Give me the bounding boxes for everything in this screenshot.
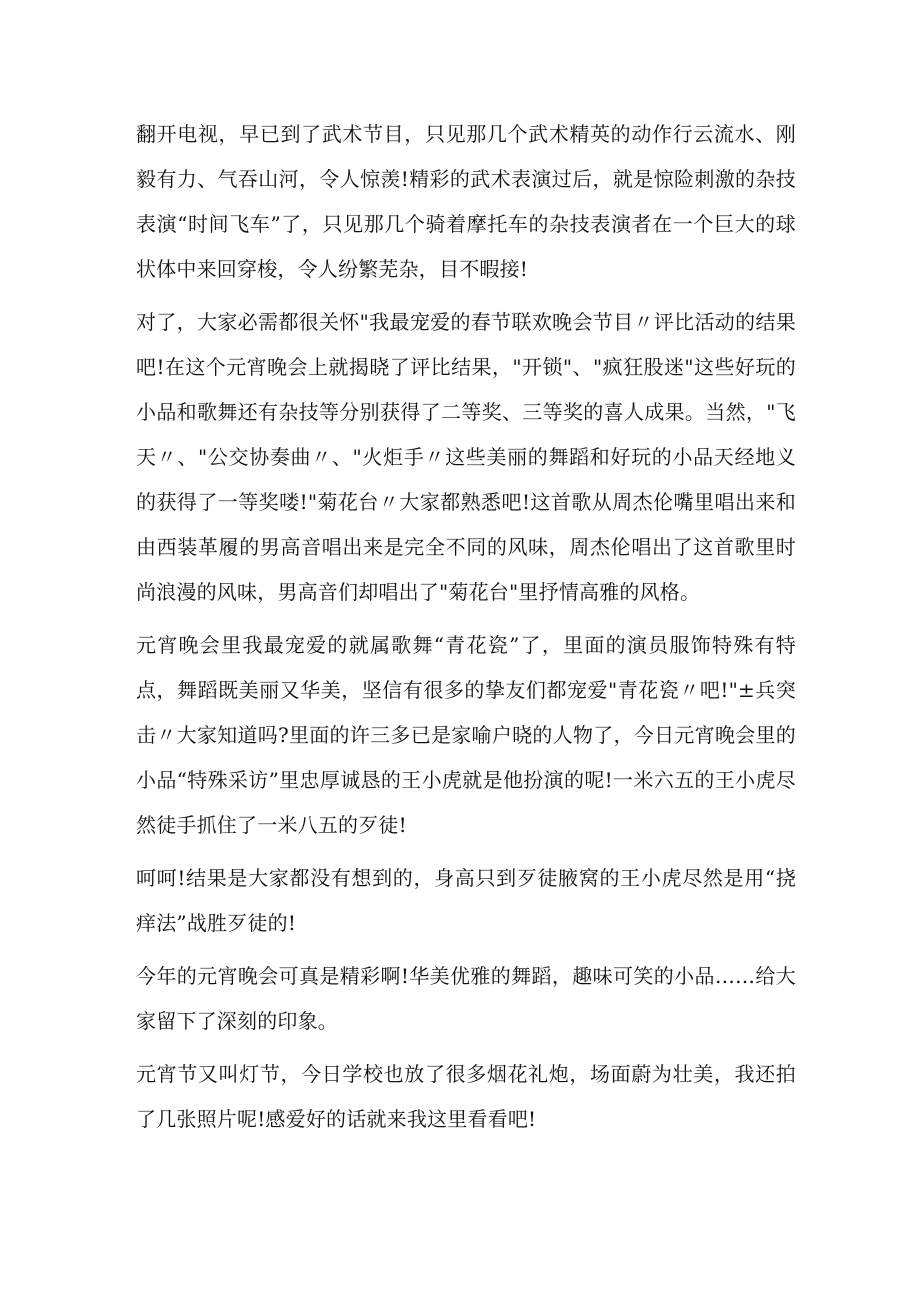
paragraph-1: 翻开电视，早已到了武术节目，只见那几个武术精英的动作行云流水、刚毅有力、气吞山河，令人惊羡!精彩的武术表演过后，就是惊险刺激的杂技表演“时间飞车”了，只见那几个骑着摩托车的杂技表演者在一个巨大的球状体中来回穿梭，令人纷繁芜杂，目不暇接!	[136, 122, 796, 281]
paragraph-4: 呵呵!结果是大家都没有想到的，身高只到歹徒腋窝的王小虎尽然是用“挠痒法”战胜歹徒的!	[136, 866, 796, 935]
paragraph-5: 今年的元宵晚会可真是精彩啊!华美优雅的舞蹈，趣味可笑的小品……给大家留下了深刻的印象。	[136, 964, 796, 1033]
article-body	[136, 112, 796, 1142]
paragraph-6: 元宵节又叫灯节，今日学校也放了很多烟花礼炮，场面蔚为壮美，我还拍了几张照片呢!感爱好的话就来我这里看看吧!	[136, 1062, 796, 1131]
paragraph-2: 对了，大家必需都很关怀"我最宠爱的春节联欢晚会节目〃评比活动的结果吧!在这个元宵晚会上就揭晓了评比结果，"开锁"、"疯狂股迷"这些好玩的小品和歌舞还有杂技等分别获得了二等奖、三等奖的喜人成果。当然，"飞天〃、"公交协奏曲〃、"火炬手〃这些美丽的舞蹈和好玩的小品天经地义的获得了一等奖喽!"菊花台〃大家都熟悉吧!这首歌从周杰伦嘴里唱出来和由西装革履的男高音唱出来是完全不同的风味，周杰伦唱出了这首歌里时尚浪漫的风味，男高音们却唱出了"菊花台"里抒情高雅的风格。	[136, 310, 796, 604]
paragraph-3: 元宵晚会里我最宠爱的就属歌舞“青花瓷”了，里面的演员服饰特殊有特点，舞蹈既美丽又华美，坚信有很多的挚友们都宠爱"青花瓷〃吧!"±兵突击〃大家知道吗?里面的许三多已是家喻户晓的人物了，今日元宵晚会里的小品“特殊采访”里忠厚诚恳的王小虎就是他扮演的呢!一米六五的王小虎尽然徒手抓住了一米八五的歹徒!	[136, 633, 796, 837]
